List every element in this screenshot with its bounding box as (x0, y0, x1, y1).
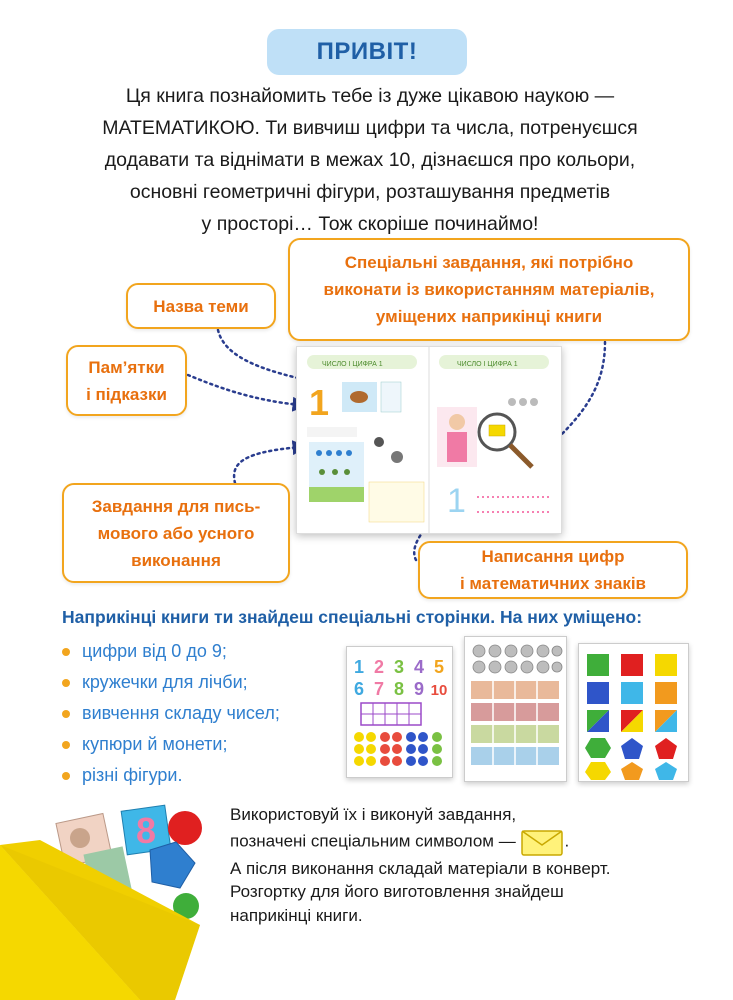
list-item (62, 760, 280, 791)
digits-page-illustration (347, 647, 452, 777)
intro-line: МАТЕМАТИКОЮ. Ти вивчиш цифри та числа, потренуєшся (102, 117, 638, 139)
callout-line: і математичних знаків (459, 574, 646, 593)
section-heading: Наприкінці книги ти знайдеш спеціальні сторінки. На них уміщено: (62, 607, 643, 627)
bullet-dot (62, 710, 70, 718)
spread-illustration (297, 347, 561, 533)
callout-special-tasks (288, 238, 690, 341)
envelope-with-materials-illustration (0, 800, 215, 1000)
svg-text:1: 1 (447, 482, 466, 520)
callout-tasks (62, 483, 290, 583)
intro-line: додавати та віднімати в межах 10, дізнаєшся про кольори, (104, 149, 636, 171)
callout-line: Пам’ятки (88, 357, 165, 377)
thumbnail-shapes-page (578, 643, 689, 782)
list-item (62, 667, 280, 698)
digit-label: 10 (430, 682, 448, 699)
spread-big-digit: 1 (309, 382, 330, 423)
digit-label: 4 (413, 657, 425, 677)
bullet-dot (62, 648, 70, 656)
list-item-label: цифри від 0 до 9; (82, 641, 227, 661)
list-item-label: вивчення складу чисел; (82, 703, 280, 723)
period: . (564, 830, 570, 850)
instruction-line-text: позначені спеціальним символом — (230, 830, 516, 850)
callout-line: Завдання для пись- (91, 496, 261, 516)
list-item (62, 636, 280, 667)
instruction-line: Використовуй їх і виконуй завдання, (230, 805, 517, 824)
instruction-line (230, 827, 710, 857)
callout-memos (66, 345, 187, 416)
digit-label: 3 (393, 657, 405, 677)
digit-label: 8 (393, 679, 405, 699)
digit-label: 5 (433, 657, 445, 677)
callout-line: Написання цифр (481, 547, 625, 566)
connector-tasks (234, 447, 300, 483)
digit-label: 9 (413, 679, 425, 699)
digit-label: 6 (353, 679, 365, 699)
bullet-dot (62, 679, 70, 687)
spread-header-right: ЧИСЛО І ЦИФРА 1 (457, 361, 518, 368)
intro-line: Ця книга познайомить тебе із дуже цікавою наукою — (125, 85, 615, 107)
intro-line: у просторі… Тож скоріше починаймо! (201, 213, 539, 235)
list-item-label: купюри й монети; (82, 734, 228, 754)
callout-line: і підказки (86, 384, 167, 404)
callout-line: Спеціальні завдання, які потрібно (344, 253, 634, 272)
digit-sticker: 8 (135, 810, 157, 851)
list-item-label: різні фігури. (82, 765, 183, 785)
instruction-line: Розгортку для його виготовлення знайдеш (230, 882, 564, 901)
callout-writing-digits (418, 541, 688, 599)
book-spread-preview (296, 346, 562, 534)
instructions-text (230, 803, 710, 927)
connector-memos (188, 375, 300, 405)
callout-topic-name (126, 283, 276, 329)
callout-line: Назва теми (153, 296, 249, 316)
list-item (62, 698, 280, 729)
callout-line: виконати із використанням матеріалів, (323, 280, 655, 299)
envelope-icon (520, 827, 564, 857)
callout-line: уміщених наприкінці книги (375, 307, 603, 326)
money-page-illustration (465, 637, 566, 781)
intro-line: основні геометричні фігури, розташування предметів (129, 181, 611, 203)
digit-label: 1 (353, 657, 365, 677)
thumbnail-money-page (464, 636, 567, 782)
list-item (62, 729, 280, 760)
instruction-line: наприкінці книги. (230, 905, 363, 925)
page-title: ПРИВІТ! (267, 29, 467, 75)
callout-line: виконання (131, 550, 221, 570)
digit-label: 7 (373, 679, 385, 699)
bullet-dot (62, 772, 70, 780)
callout-line: мового або усного (97, 523, 255, 543)
bullet-dot (62, 741, 70, 749)
digit-label: 2 (373, 657, 385, 677)
list-item-label: кружечки для лічби; (82, 672, 248, 692)
spread-header-left: ЧИСЛО І ЦИФРА 1 (322, 361, 383, 368)
shapes-page-illustration (579, 644, 688, 781)
thumbnail-digits-page (346, 646, 453, 778)
instruction-line: А після виконання складай матеріали в конверт. (230, 858, 611, 878)
materials-list (62, 636, 280, 791)
